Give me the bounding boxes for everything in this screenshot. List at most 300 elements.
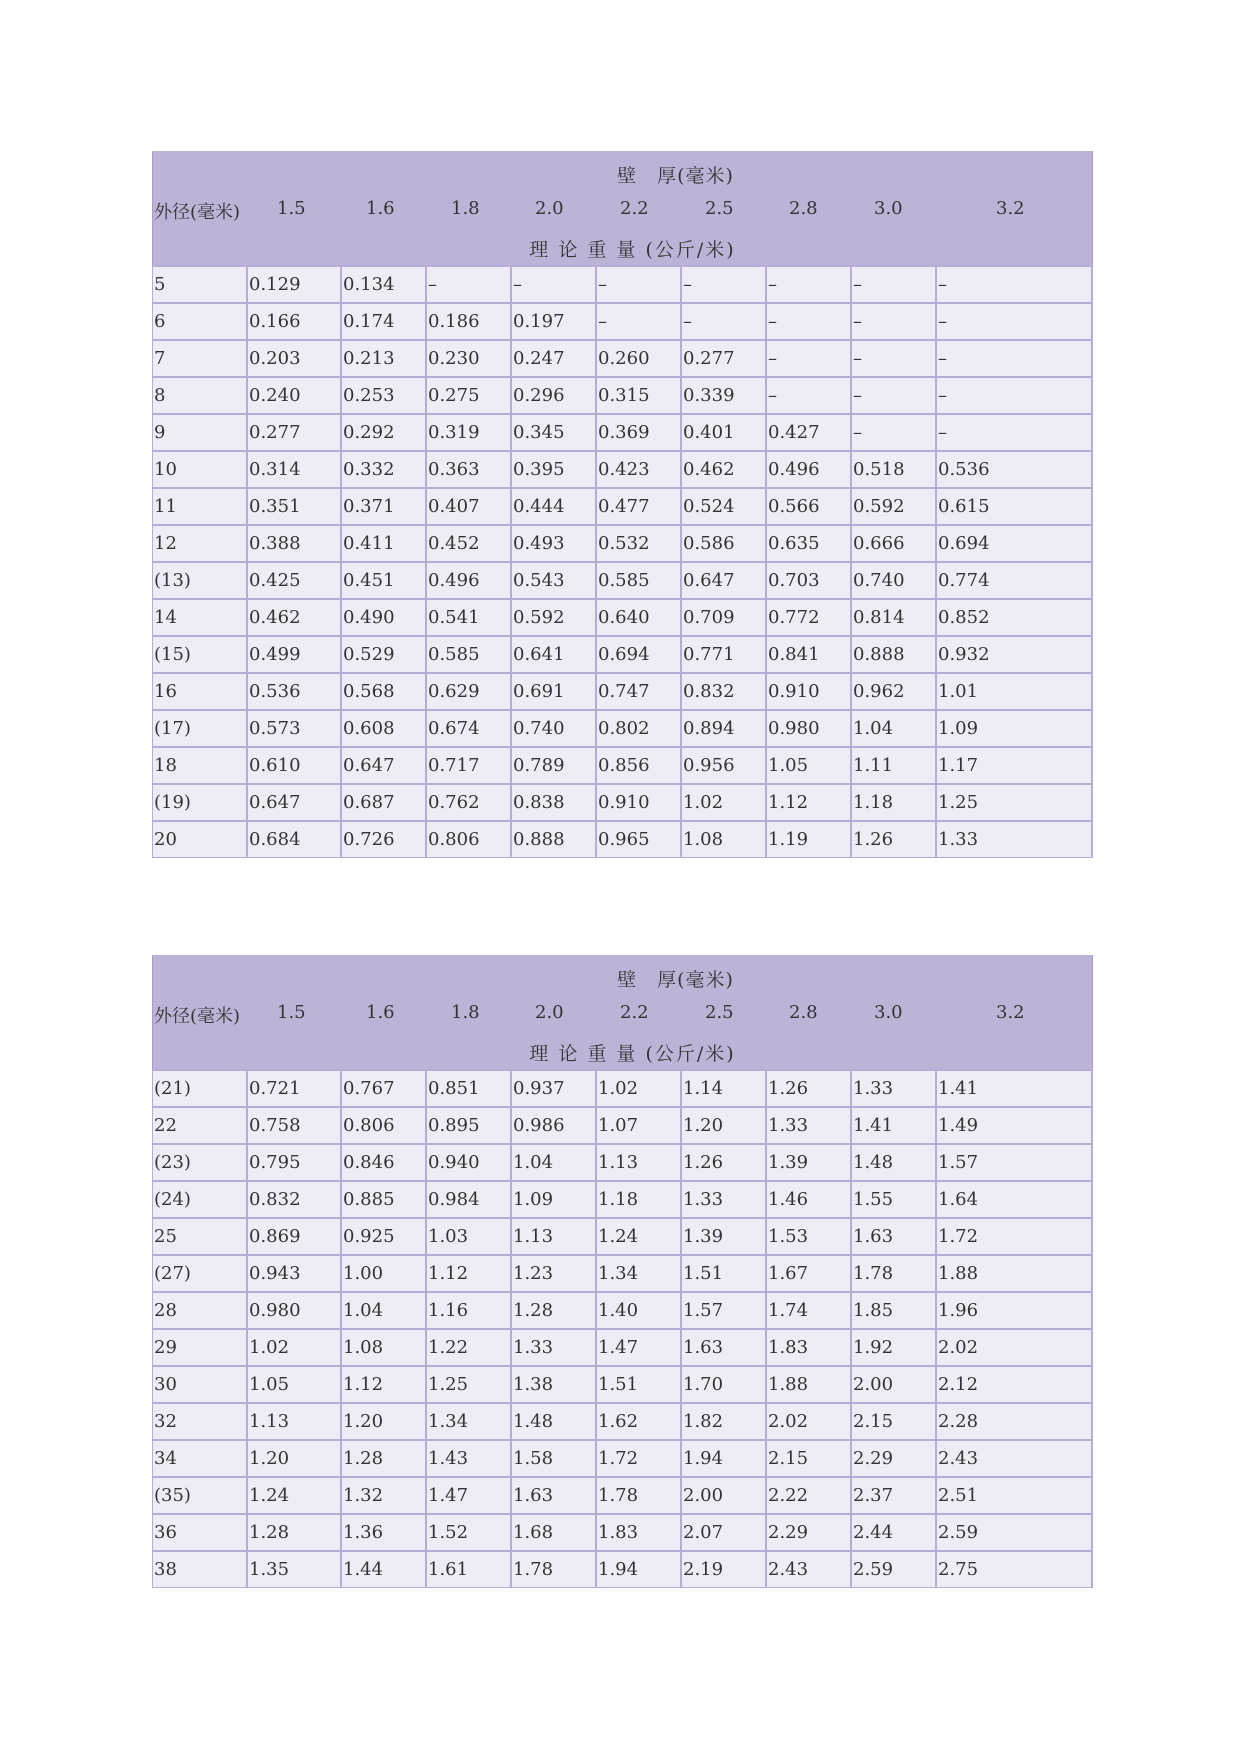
weight-cell: 0.856 bbox=[597, 748, 682, 783]
weight-cell: 1.78 bbox=[597, 1478, 682, 1513]
weight-cell: 0.802 bbox=[597, 711, 682, 746]
theoretical-weight-label: 理 论 重 量 (公斤/米) bbox=[529, 239, 736, 261]
outer-diameter-cell: (13) bbox=[153, 563, 248, 598]
outer-diameter-label: 外径(毫米) bbox=[154, 1006, 241, 1027]
weight-cell: 1.57 bbox=[937, 1145, 1093, 1180]
weight-cell: – bbox=[597, 267, 682, 302]
weight-cell: 1.83 bbox=[767, 1330, 852, 1365]
table-row bbox=[152, 339, 1093, 376]
weight-cell: 0.407 bbox=[427, 489, 512, 524]
weight-cell: 1.26 bbox=[852, 822, 937, 857]
table-row bbox=[152, 820, 1093, 857]
weight-cell: 0.247 bbox=[512, 341, 597, 376]
weight-cell: 0.363 bbox=[427, 452, 512, 487]
weight-cell: 1.33 bbox=[767, 1108, 852, 1143]
weight-cell: 0.345 bbox=[512, 415, 597, 450]
weight-cell: – bbox=[512, 267, 597, 302]
weight-cell: 2.59 bbox=[937, 1515, 1093, 1550]
outer-diameter-cell: (17) bbox=[153, 711, 248, 746]
weight-cell: 1.20 bbox=[682, 1108, 767, 1143]
weight-cell: 2.28 bbox=[937, 1404, 1093, 1439]
weight-cell: – bbox=[682, 304, 767, 339]
outer-diameter-cell: 38 bbox=[153, 1552, 248, 1587]
weight-cell: 0.586 bbox=[682, 526, 767, 561]
table-row bbox=[152, 635, 1093, 672]
weight-cell: 1.63 bbox=[512, 1478, 597, 1513]
weight-cell: 1.72 bbox=[937, 1219, 1093, 1254]
weight-cell: 1.47 bbox=[427, 1478, 512, 1513]
outer-diameter-cell: 14 bbox=[153, 600, 248, 635]
outer-diameter-cell: (21) bbox=[153, 1071, 248, 1106]
weight-cell: 1.34 bbox=[597, 1256, 682, 1291]
outer-diameter-cell: (19) bbox=[153, 785, 248, 820]
weight-cell: 0.566 bbox=[767, 489, 852, 524]
table-row bbox=[152, 1365, 1093, 1402]
weight-cell: 0.885 bbox=[342, 1182, 427, 1217]
outer-diameter-cell: (15) bbox=[153, 637, 248, 672]
weight-cell: 1.46 bbox=[767, 1182, 852, 1217]
weight-cell: 0.230 bbox=[427, 341, 512, 376]
weight-cell: 0.573 bbox=[248, 711, 342, 746]
weight-cell: 0.721 bbox=[248, 1071, 342, 1106]
weight-cell: 1.13 bbox=[597, 1145, 682, 1180]
weight-cell: 1.39 bbox=[767, 1145, 852, 1180]
weight-cell: 0.806 bbox=[342, 1108, 427, 1143]
table-row bbox=[152, 1476, 1093, 1513]
thickness-col-2: 1.6 bbox=[366, 198, 395, 219]
weight-cell: 1.11 bbox=[852, 748, 937, 783]
table-row bbox=[152, 487, 1093, 524]
weight-cell: 1.92 bbox=[852, 1330, 937, 1365]
weight-cell: 0.240 bbox=[248, 378, 342, 413]
weight-cell: 0.910 bbox=[597, 785, 682, 820]
outer-diameter-cell: 34 bbox=[153, 1441, 248, 1476]
weight-cell: 1.38 bbox=[512, 1367, 597, 1402]
weight-cell: 0.166 bbox=[248, 304, 342, 339]
outer-diameter-cell: 22 bbox=[153, 1108, 248, 1143]
weight-cell: 1.33 bbox=[512, 1330, 597, 1365]
weight-cell: 0.292 bbox=[342, 415, 427, 450]
weight-cell: – bbox=[852, 415, 937, 450]
outer-diameter-cell: 36 bbox=[153, 1515, 248, 1550]
outer-diameter-cell: 30 bbox=[153, 1367, 248, 1402]
thickness-col-3: 1.8 bbox=[451, 1002, 480, 1023]
weight-cell: – bbox=[937, 378, 1093, 413]
table-row bbox=[152, 672, 1093, 709]
weight-cell: 1.02 bbox=[248, 1330, 342, 1365]
weight-cell: 1.28 bbox=[512, 1293, 597, 1328]
weight-cell: 1.57 bbox=[682, 1293, 767, 1328]
weight-cell: 1.18 bbox=[597, 1182, 682, 1217]
weight-cell: 0.615 bbox=[937, 489, 1093, 524]
weight-cell: 1.52 bbox=[427, 1515, 512, 1550]
weight-cell: 0.666 bbox=[852, 526, 937, 561]
weight-cell: 0.956 bbox=[682, 748, 767, 783]
weight-cell: 0.846 bbox=[342, 1145, 427, 1180]
weight-cell: 1.61 bbox=[427, 1552, 512, 1587]
thickness-col-7: 2.8 bbox=[789, 198, 818, 219]
weight-cell: 0.351 bbox=[248, 489, 342, 524]
weight-cell: 0.869 bbox=[248, 1219, 342, 1254]
weight-cell: 0.490 bbox=[342, 600, 427, 635]
weight-cell: 0.319 bbox=[427, 415, 512, 450]
header-columns-row bbox=[153, 198, 1092, 222]
weight-cell: 0.910 bbox=[767, 674, 852, 709]
table-row bbox=[152, 598, 1093, 635]
weight-cell: 0.740 bbox=[852, 563, 937, 598]
weight-cell: 1.20 bbox=[248, 1441, 342, 1476]
weight-cell: 1.64 bbox=[937, 1182, 1093, 1217]
weight-cell: 2.22 bbox=[767, 1478, 852, 1513]
weight-cell: – bbox=[937, 341, 1093, 376]
weight-cell: 0.536 bbox=[937, 452, 1093, 487]
outer-diameter-cell: 6 bbox=[153, 304, 248, 339]
thickness-col-6: 2.5 bbox=[705, 1002, 734, 1023]
table-header bbox=[152, 955, 1093, 1069]
weight-cell: 0.965 bbox=[597, 822, 682, 857]
weight-cell: 1.44 bbox=[342, 1552, 427, 1587]
weight-cell: 0.493 bbox=[512, 526, 597, 561]
weight-cell: 1.72 bbox=[597, 1441, 682, 1476]
weight-cell: 1.55 bbox=[852, 1182, 937, 1217]
weight-cell: 1.02 bbox=[597, 1071, 682, 1106]
weight-cell: – bbox=[767, 341, 852, 376]
weight-cell: 0.314 bbox=[248, 452, 342, 487]
outer-diameter-cell: (27) bbox=[153, 1256, 248, 1291]
weight-cell: 0.275 bbox=[427, 378, 512, 413]
header-columns-row bbox=[153, 1002, 1092, 1026]
weight-cell: 0.129 bbox=[248, 267, 342, 302]
weight-cell: 0.585 bbox=[427, 637, 512, 672]
thickness-col-9: 3.2 bbox=[996, 198, 1025, 219]
wall-thickness-title: 壁 厚(毫米) bbox=[617, 165, 734, 187]
weight-cell: 0.774 bbox=[937, 563, 1093, 598]
weight-cell: 2.02 bbox=[767, 1404, 852, 1439]
weight-cell: 1.43 bbox=[427, 1441, 512, 1476]
weight-cell: 0.943 bbox=[248, 1256, 342, 1291]
weight-cell: 1.02 bbox=[682, 785, 767, 820]
weight-cell: 0.452 bbox=[427, 526, 512, 561]
theoretical-weight-label: 理 论 重 量 (公斤/米) bbox=[529, 1043, 736, 1065]
table-row bbox=[152, 1180, 1093, 1217]
weight-cell: 0.253 bbox=[342, 378, 427, 413]
table-row bbox=[152, 1550, 1093, 1587]
weight-cell: 0.277 bbox=[248, 415, 342, 450]
weight-cell: 0.937 bbox=[512, 1071, 597, 1106]
weight-cell: – bbox=[852, 341, 937, 376]
weight-cell: 0.703 bbox=[767, 563, 852, 598]
weight-cell: 0.592 bbox=[852, 489, 937, 524]
weight-cell: 0.451 bbox=[342, 563, 427, 598]
weight-cell: 0.717 bbox=[427, 748, 512, 783]
weight-cell: 1.09 bbox=[512, 1182, 597, 1217]
weight-cell: 0.174 bbox=[342, 304, 427, 339]
outer-diameter-cell: 16 bbox=[153, 674, 248, 709]
thickness-col-5: 2.2 bbox=[620, 198, 649, 219]
weight-cell: 0.427 bbox=[767, 415, 852, 450]
weight-cell: 0.740 bbox=[512, 711, 597, 746]
table-row bbox=[152, 376, 1093, 413]
weight-cell: 0.496 bbox=[427, 563, 512, 598]
thickness-col-3: 1.8 bbox=[451, 198, 480, 219]
table-row bbox=[152, 783, 1093, 820]
weight-cell: 1.09 bbox=[937, 711, 1093, 746]
weight-cell: 2.19 bbox=[682, 1552, 767, 1587]
weight-cell: 0.789 bbox=[512, 748, 597, 783]
weight-cell: 0.726 bbox=[342, 822, 427, 857]
weight-cell: 2.07 bbox=[682, 1515, 767, 1550]
weight-cell: 0.423 bbox=[597, 452, 682, 487]
weight-cell: 2.44 bbox=[852, 1515, 937, 1550]
weight-cell: 0.568 bbox=[342, 674, 427, 709]
table-row bbox=[152, 1439, 1093, 1476]
weight-cell: 1.63 bbox=[682, 1330, 767, 1365]
weight-cell: 2.02 bbox=[937, 1330, 1093, 1365]
thickness-col-9: 3.2 bbox=[996, 1002, 1025, 1023]
table-row bbox=[152, 1513, 1093, 1550]
weight-cell: 0.832 bbox=[248, 1182, 342, 1217]
weight-cell: 1.25 bbox=[427, 1367, 512, 1402]
weight-cell: 0.592 bbox=[512, 600, 597, 635]
weight-cell: 1.22 bbox=[427, 1330, 512, 1365]
weight-cell: 0.647 bbox=[682, 563, 767, 598]
weight-cell: 1.53 bbox=[767, 1219, 852, 1254]
weight-cell: 1.41 bbox=[937, 1071, 1093, 1106]
weight-cell: 1.78 bbox=[512, 1552, 597, 1587]
weight-cell: 1.58 bbox=[512, 1441, 597, 1476]
weight-cell: 1.47 bbox=[597, 1330, 682, 1365]
weight-cell: 1.01 bbox=[937, 674, 1093, 709]
thickness-col-8: 3.0 bbox=[874, 198, 903, 219]
weight-cell: – bbox=[852, 267, 937, 302]
weight-cell: 1.08 bbox=[342, 1330, 427, 1365]
outer-diameter-cell: 18 bbox=[153, 748, 248, 783]
weight-cell: 0.772 bbox=[767, 600, 852, 635]
weight-cell: 0.477 bbox=[597, 489, 682, 524]
weight-cell: 2.43 bbox=[767, 1552, 852, 1587]
weight-cell: 0.543 bbox=[512, 563, 597, 598]
weight-cell: 0.369 bbox=[597, 415, 682, 450]
weight-cell: 0.197 bbox=[512, 304, 597, 339]
thickness-col-4: 2.0 bbox=[535, 1002, 564, 1023]
weight-cell: 1.74 bbox=[767, 1293, 852, 1328]
weight-cell: 2.37 bbox=[852, 1478, 937, 1513]
outer-diameter-cell: (23) bbox=[153, 1145, 248, 1180]
weight-cell: 1.94 bbox=[682, 1441, 767, 1476]
table-row bbox=[152, 746, 1093, 783]
weight-cell: 1.19 bbox=[767, 822, 852, 857]
weight-cell: 0.888 bbox=[852, 637, 937, 672]
table-row bbox=[152, 413, 1093, 450]
table-row bbox=[152, 1143, 1093, 1180]
weight-cell: 1.08 bbox=[682, 822, 767, 857]
weight-cell: 0.608 bbox=[342, 711, 427, 746]
weight-cell: 0.532 bbox=[597, 526, 682, 561]
weight-cell: 0.585 bbox=[597, 563, 682, 598]
weight-cell: 0.758 bbox=[248, 1108, 342, 1143]
weight-cell: 1.51 bbox=[682, 1256, 767, 1291]
outer-diameter-cell: 9 bbox=[153, 415, 248, 450]
weight-cell: 1.28 bbox=[342, 1441, 427, 1476]
thickness-col-6: 2.5 bbox=[705, 198, 734, 219]
thickness-col-1: 1.5 bbox=[277, 198, 306, 219]
weight-cell: 0.709 bbox=[682, 600, 767, 635]
table-row bbox=[152, 709, 1093, 746]
weight-cell: 0.388 bbox=[248, 526, 342, 561]
weight-cell: 0.852 bbox=[937, 600, 1093, 635]
weight-cell: 0.425 bbox=[248, 563, 342, 598]
weight-cell: 1.04 bbox=[852, 711, 937, 746]
weight-cell: – bbox=[767, 378, 852, 413]
weight-table-1 bbox=[152, 151, 1093, 858]
table-row bbox=[152, 561, 1093, 598]
weight-cell: 0.838 bbox=[512, 785, 597, 820]
weight-cell: 1.82 bbox=[682, 1404, 767, 1439]
weight-cell: 0.462 bbox=[248, 600, 342, 635]
weight-cell: 2.29 bbox=[852, 1441, 937, 1476]
weight-cell: 1.85 bbox=[852, 1293, 937, 1328]
weight-cell: – bbox=[852, 378, 937, 413]
weight-cell: 0.186 bbox=[427, 304, 512, 339]
thickness-col-4: 2.0 bbox=[535, 198, 564, 219]
weight-cell: 1.67 bbox=[767, 1256, 852, 1291]
weight-cell: 0.203 bbox=[248, 341, 342, 376]
weight-cell: 0.894 bbox=[682, 711, 767, 746]
weight-cell: 1.24 bbox=[597, 1219, 682, 1254]
outer-diameter-cell: 25 bbox=[153, 1219, 248, 1254]
table-header bbox=[152, 151, 1093, 265]
outer-diameter-cell: 29 bbox=[153, 1330, 248, 1365]
weight-cell: – bbox=[767, 267, 852, 302]
table-row bbox=[152, 450, 1093, 487]
thickness-col-8: 3.0 bbox=[874, 1002, 903, 1023]
weight-cell: 1.12 bbox=[767, 785, 852, 820]
weight-cell: 1.96 bbox=[937, 1293, 1093, 1328]
table-row bbox=[152, 265, 1093, 302]
table-row bbox=[152, 1069, 1093, 1106]
outer-diameter-cell: (35) bbox=[153, 1478, 248, 1513]
weight-cell: 0.629 bbox=[427, 674, 512, 709]
weight-cell: – bbox=[852, 304, 937, 339]
weight-cell: 1.78 bbox=[852, 1256, 937, 1291]
weight-cell: 0.296 bbox=[512, 378, 597, 413]
outer-diameter-cell: 11 bbox=[153, 489, 248, 524]
weight-cell: 1.24 bbox=[248, 1478, 342, 1513]
table-row bbox=[152, 1254, 1093, 1291]
weight-cell: 1.39 bbox=[682, 1219, 767, 1254]
weight-cell: 1.28 bbox=[248, 1515, 342, 1550]
weight-cell: 0.647 bbox=[342, 748, 427, 783]
table-row bbox=[152, 302, 1093, 339]
table-row bbox=[152, 1291, 1093, 1328]
weight-cell: 1.40 bbox=[597, 1293, 682, 1328]
weight-cell: – bbox=[937, 267, 1093, 302]
weight-cell: 1.33 bbox=[937, 822, 1093, 857]
weight-cell: 0.213 bbox=[342, 341, 427, 376]
weight-cell: 0.496 bbox=[767, 452, 852, 487]
weight-cell: 1.05 bbox=[248, 1367, 342, 1402]
table-row bbox=[152, 524, 1093, 561]
weight-cell: 1.51 bbox=[597, 1367, 682, 1402]
weight-cell: 0.647 bbox=[248, 785, 342, 820]
weight-cell: 1.23 bbox=[512, 1256, 597, 1291]
weight-cell: 0.610 bbox=[248, 748, 342, 783]
weight-cell: 2.12 bbox=[937, 1367, 1093, 1402]
weight-cell: 1.49 bbox=[937, 1108, 1093, 1143]
weight-cell: 0.925 bbox=[342, 1219, 427, 1254]
weight-cell: 0.536 bbox=[248, 674, 342, 709]
weight-cell: 1.94 bbox=[597, 1552, 682, 1587]
weight-cell: 0.411 bbox=[342, 526, 427, 561]
weight-cell: 1.05 bbox=[767, 748, 852, 783]
weight-cell: 0.851 bbox=[427, 1071, 512, 1106]
weight-cell: 2.43 bbox=[937, 1441, 1093, 1476]
outer-diameter-cell: 20 bbox=[153, 822, 248, 857]
weight-cell: 1.33 bbox=[852, 1071, 937, 1106]
weight-cell: 0.888 bbox=[512, 822, 597, 857]
weight-cell: 1.70 bbox=[682, 1367, 767, 1402]
weight-cell: 0.980 bbox=[767, 711, 852, 746]
outer-diameter-cell: 8 bbox=[153, 378, 248, 413]
weight-cell: – bbox=[937, 415, 1093, 450]
outer-diameter-cell: 10 bbox=[153, 452, 248, 487]
weight-cell: 0.339 bbox=[682, 378, 767, 413]
weight-cell: 0.395 bbox=[512, 452, 597, 487]
table-body bbox=[152, 265, 1093, 858]
weight-cell: 1.63 bbox=[852, 1219, 937, 1254]
weight-cell: 0.401 bbox=[682, 415, 767, 450]
weight-cell: 1.41 bbox=[852, 1108, 937, 1143]
weight-cell: 1.26 bbox=[767, 1071, 852, 1106]
wall-thickness-title: 壁 厚(毫米) bbox=[617, 969, 734, 991]
weight-cell: 0.529 bbox=[342, 637, 427, 672]
weight-cell: 0.524 bbox=[682, 489, 767, 524]
weight-cell: 0.814 bbox=[852, 600, 937, 635]
weight-cell: 0.444 bbox=[512, 489, 597, 524]
weight-cell: 1.48 bbox=[512, 1404, 597, 1439]
weight-cell: 1.88 bbox=[937, 1256, 1093, 1291]
weight-cell: 1.12 bbox=[342, 1367, 427, 1402]
weight-cell: 1.00 bbox=[342, 1256, 427, 1291]
weight-cell: 0.134 bbox=[342, 267, 427, 302]
table-row bbox=[152, 1402, 1093, 1439]
weight-cell: 0.371 bbox=[342, 489, 427, 524]
weight-cell: 0.315 bbox=[597, 378, 682, 413]
weight-cell: 1.26 bbox=[682, 1145, 767, 1180]
outer-diameter-cell: (24) bbox=[153, 1182, 248, 1217]
weight-cell: 0.762 bbox=[427, 785, 512, 820]
outer-diameter-label: 外径(毫米) bbox=[154, 202, 241, 223]
thickness-col-7: 2.8 bbox=[789, 1002, 818, 1023]
weight-cell: 1.68 bbox=[512, 1515, 597, 1550]
weight-cell: 0.984 bbox=[427, 1182, 512, 1217]
weight-cell: 1.04 bbox=[512, 1145, 597, 1180]
weight-cell: 2.75 bbox=[937, 1552, 1093, 1587]
weight-cell: 1.88 bbox=[767, 1367, 852, 1402]
weight-cell: 0.895 bbox=[427, 1108, 512, 1143]
weight-cell: 0.691 bbox=[512, 674, 597, 709]
weight-cell: 1.32 bbox=[342, 1478, 427, 1513]
weight-cell: 0.332 bbox=[342, 452, 427, 487]
weight-cell: 0.684 bbox=[248, 822, 342, 857]
weight-cell: 0.641 bbox=[512, 637, 597, 672]
weight-cell: – bbox=[682, 267, 767, 302]
weight-table-2 bbox=[152, 955, 1093, 1588]
weight-cell: 1.17 bbox=[937, 748, 1093, 783]
weight-cell: – bbox=[427, 267, 512, 302]
weight-cell: 2.15 bbox=[767, 1441, 852, 1476]
weight-cell: 0.747 bbox=[597, 674, 682, 709]
